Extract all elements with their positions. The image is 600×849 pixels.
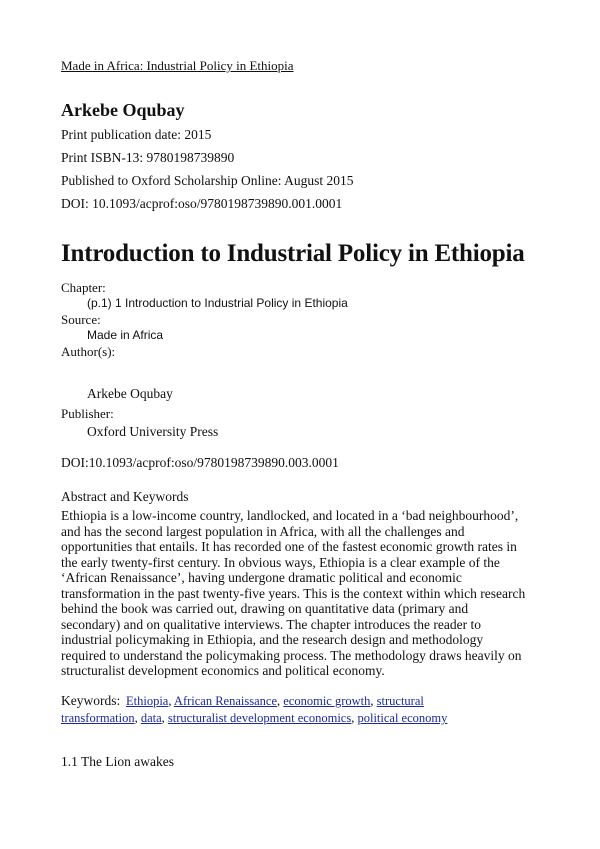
keyword-link[interactable]: African Renaissance — [173, 694, 277, 708]
keyword-link[interactable]: Ethiopia — [126, 694, 169, 708]
source-label: Source: — [61, 312, 101, 327]
abstract-line: industrial policymaking in Ethiopia, and the research design and methodology — [61, 632, 484, 647]
chapter-doi: DOI:10.1093/acprof:oso/9780198739890.003.0001 — [61, 455, 339, 470]
abstract-line: behind the book was carried out, drawing on quantitative data (primary and — [61, 601, 469, 616]
book-doi: DOI: 10.1093/acprof:oso/9780198739890.001.0001 — [61, 196, 343, 211]
keyword-separator: , — [277, 694, 284, 708]
abstract-line: and has the second largest population in Africa, with all the challenges and — [61, 523, 465, 539]
abstract-line: required to understand the policymaking process. The methodology draws heavily on — [61, 647, 522, 663]
abstract-heading: Abstract and Keywords — [61, 489, 189, 504]
publisher-label: Publisher: — [61, 406, 114, 421]
keywords-list-line-1 — [126, 694, 424, 709]
print-isbn: Print ISBN-13: 9780198739890 — [61, 150, 235, 165]
source-value: Made in Africa — [87, 328, 164, 342]
abstract-line: secondary) and on qualitative interviews. The chapter introduces the reader to — [61, 616, 481, 632]
keyword-link[interactable]: structuralist development economics — [167, 711, 352, 725]
abstract-line: structuralist development economics and political economy. — [61, 663, 385, 678]
keyword-link[interactable]: structural — [376, 694, 424, 708]
abstract-line: Ethiopia is a low-income country, landlocked, and located in a ‘bad neighbourhood’, — [61, 508, 519, 523]
keywords-list-line-2 — [61, 711, 447, 726]
abstract-text — [61, 508, 581, 679]
abstract-line: transformation in the past twenty-five years. This is the context within which research — [61, 585, 526, 601]
book-title-link[interactable]: Made in Africa: Industrial Policy in Ethiopia — [61, 58, 294, 73]
abstract-line: opportunities that entails. It has recorded one of the fastest economic growth rates in — [61, 539, 517, 554]
keyword-separator: , — [351, 711, 358, 725]
book-author: Arkebe Oqubay — [61, 100, 185, 120]
keyword-link[interactable]: political economy — [357, 711, 448, 725]
authors-label: Author(s): — [61, 344, 116, 359]
print-publication-date: Print publication date: 2015 — [61, 127, 212, 142]
chapter-value: (p.1) 1 Introduction to Industrial Policy in Ethiopia — [87, 296, 348, 310]
abstract-line: ‘African Renaissance’, having undergone dramatic political and economic — [61, 570, 462, 585]
online-publication-date: Published to Oxford Scholarship Online: August 2015 — [61, 173, 354, 188]
abstract-line: the early twenty-first century. In obvious ways, Ethiopia is a clear example of the — [61, 554, 500, 570]
keyword-separator: , — [134, 711, 141, 725]
keyword-separator: , — [161, 711, 168, 725]
keyword-separator: , — [370, 694, 377, 708]
chapter-title: Introduction to Industrial Policy in Ethiopia — [61, 240, 525, 267]
keyword-link[interactable]: data — [140, 711, 162, 725]
keyword-link[interactable]: economic growth — [283, 694, 371, 708]
keyword-separator: , — [168, 694, 174, 708]
section-heading: 1.1 The Lion awakes — [61, 754, 174, 769]
chapter-label: Chapter: — [61, 280, 106, 295]
keywords-label: Keywords: — [61, 693, 121, 708]
keyword-link[interactable]: transformation — [61, 711, 135, 725]
publisher-value: Oxford University Press — [87, 424, 219, 439]
chapter-author: Arkebe Oqubay — [87, 386, 173, 401]
